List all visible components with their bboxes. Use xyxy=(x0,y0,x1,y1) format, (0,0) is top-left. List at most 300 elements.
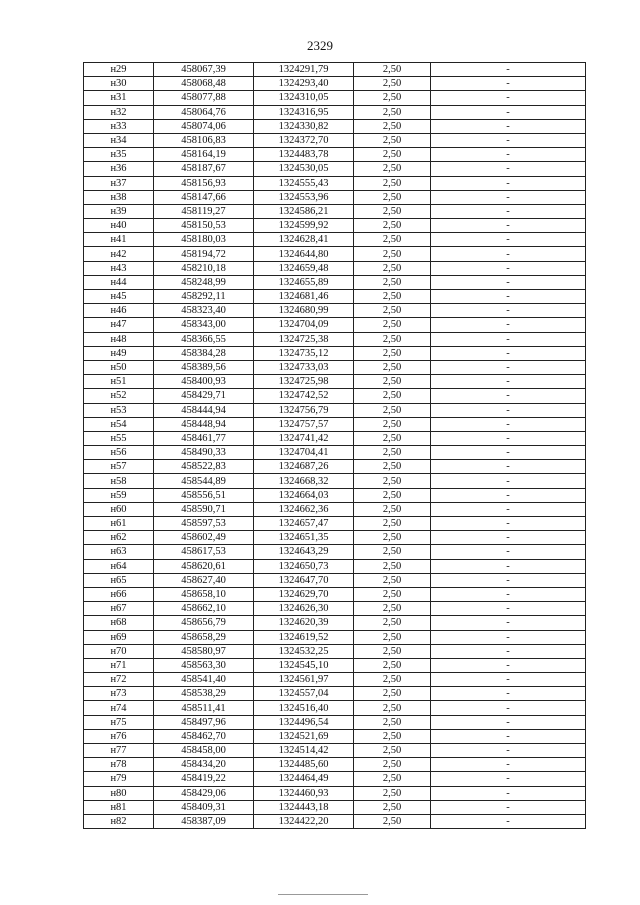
note-cell: - xyxy=(431,375,586,389)
point-id-cell: н58 xyxy=(84,474,154,488)
accuracy-cell: 2,50 xyxy=(354,630,431,644)
table-row xyxy=(84,318,586,332)
x-coordinate-cell: 458597,53 xyxy=(154,517,254,531)
note-cell: - xyxy=(431,261,586,275)
x-coordinate-cell: 458617,53 xyxy=(154,545,254,559)
x-coordinate-cell: 458119,27 xyxy=(154,204,254,218)
point-id-cell: н79 xyxy=(84,772,154,786)
table-row xyxy=(84,701,586,715)
x-coordinate-cell: 458106,83 xyxy=(154,133,254,147)
x-coordinate-cell: 458448,94 xyxy=(154,417,254,431)
y-coordinate-cell: 1324659,48 xyxy=(254,261,354,275)
point-id-cell: н81 xyxy=(84,800,154,814)
x-coordinate-cell: 458323,40 xyxy=(154,304,254,318)
note-cell: - xyxy=(431,559,586,573)
x-coordinate-cell: 458656,79 xyxy=(154,616,254,630)
x-coordinate-cell: 458409,31 xyxy=(154,800,254,814)
point-id-cell: н63 xyxy=(84,545,154,559)
x-coordinate-cell: 458462,70 xyxy=(154,729,254,743)
y-coordinate-cell: 1324485,60 xyxy=(254,758,354,772)
y-coordinate-cell: 1324460,93 xyxy=(254,786,354,800)
x-coordinate-cell: 458444,94 xyxy=(154,403,254,417)
table-row xyxy=(84,431,586,445)
accuracy-cell: 2,50 xyxy=(354,758,431,772)
x-coordinate-cell: 458366,55 xyxy=(154,332,254,346)
point-id-cell: н43 xyxy=(84,261,154,275)
accuracy-cell: 2,50 xyxy=(354,63,431,77)
accuracy-cell: 2,50 xyxy=(354,687,431,701)
table-row xyxy=(84,488,586,502)
accuracy-cell: 2,50 xyxy=(354,105,431,119)
x-coordinate-cell: 458461,77 xyxy=(154,431,254,445)
note-cell: - xyxy=(431,275,586,289)
table-row xyxy=(84,403,586,417)
table-row xyxy=(84,105,586,119)
accuracy-cell: 2,50 xyxy=(354,290,431,304)
x-coordinate-cell: 458292,11 xyxy=(154,290,254,304)
table-row xyxy=(84,758,586,772)
note-cell: - xyxy=(431,247,586,261)
table-row xyxy=(84,687,586,701)
point-id-cell: н45 xyxy=(84,290,154,304)
note-cell: - xyxy=(431,446,586,460)
x-coordinate-cell: 458400,93 xyxy=(154,375,254,389)
y-coordinate-cell: 1324644,80 xyxy=(254,247,354,261)
table-row xyxy=(84,162,586,176)
y-coordinate-cell: 1324514,42 xyxy=(254,744,354,758)
table-row xyxy=(84,715,586,729)
point-id-cell: н39 xyxy=(84,204,154,218)
x-coordinate-cell: 458544,89 xyxy=(154,474,254,488)
page-number: 2329 xyxy=(307,38,333,53)
point-id-cell: н70 xyxy=(84,644,154,658)
x-coordinate-cell: 458068,48 xyxy=(154,77,254,91)
table-row xyxy=(84,644,586,658)
point-id-cell: н80 xyxy=(84,786,154,800)
y-coordinate-cell: 1324651,35 xyxy=(254,531,354,545)
table-row xyxy=(84,375,586,389)
accuracy-cell: 2,50 xyxy=(354,77,431,91)
y-coordinate-cell: 1324741,42 xyxy=(254,431,354,445)
point-id-cell: н42 xyxy=(84,247,154,261)
table-row xyxy=(84,545,586,559)
note-cell: - xyxy=(431,701,586,715)
table-row xyxy=(84,176,586,190)
point-id-cell: н59 xyxy=(84,488,154,502)
x-coordinate-cell: 458384,28 xyxy=(154,346,254,360)
point-id-cell: н36 xyxy=(84,162,154,176)
accuracy-cell: 2,50 xyxy=(354,744,431,758)
point-id-cell: н31 xyxy=(84,91,154,105)
note-cell: - xyxy=(431,389,586,403)
coordinates-table-body xyxy=(84,63,586,829)
y-coordinate-cell: 1324310,05 xyxy=(254,91,354,105)
x-coordinate-cell: 458490,33 xyxy=(154,446,254,460)
y-coordinate-cell: 1324657,47 xyxy=(254,517,354,531)
accuracy-cell: 2,50 xyxy=(354,644,431,658)
y-coordinate-cell: 1324483,78 xyxy=(254,148,354,162)
table-row xyxy=(84,417,586,431)
table-row xyxy=(84,77,586,91)
y-coordinate-cell: 1324293,40 xyxy=(254,77,354,91)
point-id-cell: н82 xyxy=(84,814,154,828)
note-cell: - xyxy=(431,744,586,758)
x-coordinate-cell: 458429,06 xyxy=(154,786,254,800)
note-cell: - xyxy=(431,290,586,304)
table-row xyxy=(84,531,586,545)
accuracy-cell: 2,50 xyxy=(354,233,431,247)
y-coordinate-cell: 1324422,20 xyxy=(254,814,354,828)
table-row xyxy=(84,573,586,587)
accuracy-cell: 2,50 xyxy=(354,488,431,502)
accuracy-cell: 2,50 xyxy=(354,332,431,346)
point-id-cell: н32 xyxy=(84,105,154,119)
table-row xyxy=(84,729,586,743)
x-coordinate-cell: 458248,99 xyxy=(154,275,254,289)
accuracy-cell: 2,50 xyxy=(354,573,431,587)
point-id-cell: н29 xyxy=(84,63,154,77)
table-row xyxy=(84,658,586,672)
point-id-cell: н71 xyxy=(84,658,154,672)
accuracy-cell: 2,50 xyxy=(354,375,431,389)
accuracy-cell: 2,50 xyxy=(354,318,431,332)
point-id-cell: н76 xyxy=(84,729,154,743)
x-coordinate-cell: 458150,53 xyxy=(154,219,254,233)
y-coordinate-cell: 1324545,10 xyxy=(254,658,354,672)
note-cell: - xyxy=(431,715,586,729)
x-coordinate-cell: 458210,18 xyxy=(154,261,254,275)
point-id-cell: н34 xyxy=(84,133,154,147)
table-row xyxy=(84,502,586,516)
y-coordinate-cell: 1324316,95 xyxy=(254,105,354,119)
point-id-cell: н54 xyxy=(84,417,154,431)
table-row xyxy=(84,360,586,374)
table-row xyxy=(84,304,586,318)
note-cell: - xyxy=(431,233,586,247)
x-coordinate-cell: 458429,71 xyxy=(154,389,254,403)
point-id-cell: н55 xyxy=(84,431,154,445)
y-coordinate-cell: 1324629,70 xyxy=(254,587,354,601)
point-id-cell: н68 xyxy=(84,616,154,630)
table-row xyxy=(84,517,586,531)
point-id-cell: н48 xyxy=(84,332,154,346)
accuracy-cell: 2,50 xyxy=(354,162,431,176)
y-coordinate-cell: 1324586,21 xyxy=(254,204,354,218)
point-id-cell: н44 xyxy=(84,275,154,289)
note-cell: - xyxy=(431,431,586,445)
accuracy-cell: 2,50 xyxy=(354,673,431,687)
table-row xyxy=(84,602,586,616)
accuracy-cell: 2,50 xyxy=(354,701,431,715)
point-id-cell: н49 xyxy=(84,346,154,360)
y-coordinate-cell: 1324733,03 xyxy=(254,360,354,374)
accuracy-cell: 2,50 xyxy=(354,275,431,289)
point-id-cell: н65 xyxy=(84,573,154,587)
note-cell: - xyxy=(431,517,586,531)
y-coordinate-cell: 1324496,54 xyxy=(254,715,354,729)
note-cell: - xyxy=(431,105,586,119)
y-coordinate-cell: 1324620,39 xyxy=(254,616,354,630)
table-row xyxy=(84,587,586,601)
note-cell: - xyxy=(431,346,586,360)
point-id-cell: н46 xyxy=(84,304,154,318)
note-cell: - xyxy=(431,673,586,687)
x-coordinate-cell: 458627,40 xyxy=(154,573,254,587)
accuracy-cell: 2,50 xyxy=(354,474,431,488)
accuracy-cell: 2,50 xyxy=(354,119,431,133)
note-cell: - xyxy=(431,176,586,190)
accuracy-cell: 2,50 xyxy=(354,148,431,162)
table-row xyxy=(84,673,586,687)
y-coordinate-cell: 1324291,79 xyxy=(254,63,354,77)
y-coordinate-cell: 1324647,70 xyxy=(254,573,354,587)
accuracy-cell: 2,50 xyxy=(354,800,431,814)
table-row xyxy=(84,772,586,786)
note-cell: - xyxy=(431,630,586,644)
note-cell: - xyxy=(431,332,586,346)
point-id-cell: н74 xyxy=(84,701,154,715)
note-cell: - xyxy=(431,545,586,559)
accuracy-cell: 2,50 xyxy=(354,304,431,318)
y-coordinate-cell: 1324599,92 xyxy=(254,219,354,233)
note-cell: - xyxy=(431,119,586,133)
table-row xyxy=(84,204,586,218)
note-cell: - xyxy=(431,814,586,828)
y-coordinate-cell: 1324687,26 xyxy=(254,460,354,474)
accuracy-cell: 2,50 xyxy=(354,176,431,190)
accuracy-cell: 2,50 xyxy=(354,346,431,360)
note-cell: - xyxy=(431,63,586,77)
point-id-cell: н51 xyxy=(84,375,154,389)
note-cell: - xyxy=(431,204,586,218)
point-id-cell: н38 xyxy=(84,190,154,204)
y-coordinate-cell: 1324725,38 xyxy=(254,332,354,346)
note-cell: - xyxy=(431,77,586,91)
y-coordinate-cell: 1324619,52 xyxy=(254,630,354,644)
y-coordinate-cell: 1324704,41 xyxy=(254,446,354,460)
note-cell: - xyxy=(431,573,586,587)
x-coordinate-cell: 458180,03 xyxy=(154,233,254,247)
note-cell: - xyxy=(431,488,586,502)
y-coordinate-cell: 1324680,99 xyxy=(254,304,354,318)
bottom-rule xyxy=(278,894,368,895)
x-coordinate-cell: 458074,06 xyxy=(154,119,254,133)
note-cell: - xyxy=(431,502,586,516)
x-coordinate-cell: 458658,10 xyxy=(154,587,254,601)
accuracy-cell: 2,50 xyxy=(354,190,431,204)
table-row xyxy=(84,460,586,474)
table-row xyxy=(84,119,586,133)
y-coordinate-cell: 1324330,82 xyxy=(254,119,354,133)
note-cell: - xyxy=(431,190,586,204)
y-coordinate-cell: 1324530,05 xyxy=(254,162,354,176)
point-id-cell: н57 xyxy=(84,460,154,474)
x-coordinate-cell: 458164,19 xyxy=(154,148,254,162)
y-coordinate-cell: 1324521,69 xyxy=(254,729,354,743)
y-coordinate-cell: 1324628,41 xyxy=(254,233,354,247)
point-id-cell: н60 xyxy=(84,502,154,516)
accuracy-cell: 2,50 xyxy=(354,531,431,545)
point-id-cell: н78 xyxy=(84,758,154,772)
point-id-cell: н35 xyxy=(84,148,154,162)
table-row xyxy=(84,63,586,77)
accuracy-cell: 2,50 xyxy=(354,502,431,516)
x-coordinate-cell: 458343,00 xyxy=(154,318,254,332)
x-coordinate-cell: 458194,72 xyxy=(154,247,254,261)
x-coordinate-cell: 458511,41 xyxy=(154,701,254,715)
point-id-cell: н61 xyxy=(84,517,154,531)
y-coordinate-cell: 1324662,36 xyxy=(254,502,354,516)
accuracy-cell: 2,50 xyxy=(354,417,431,431)
table-row xyxy=(84,474,586,488)
y-coordinate-cell: 1324557,04 xyxy=(254,687,354,701)
x-coordinate-cell: 458156,93 xyxy=(154,176,254,190)
x-coordinate-cell: 458187,67 xyxy=(154,162,254,176)
x-coordinate-cell: 458077,88 xyxy=(154,91,254,105)
table-row xyxy=(84,616,586,630)
accuracy-cell: 2,50 xyxy=(354,460,431,474)
note-cell: - xyxy=(431,758,586,772)
accuracy-cell: 2,50 xyxy=(354,616,431,630)
point-id-cell: н30 xyxy=(84,77,154,91)
note-cell: - xyxy=(431,148,586,162)
accuracy-cell: 2,50 xyxy=(354,389,431,403)
x-coordinate-cell: 458602,49 xyxy=(154,531,254,545)
note-cell: - xyxy=(431,658,586,672)
note-cell: - xyxy=(431,616,586,630)
point-id-cell: н47 xyxy=(84,318,154,332)
table-row xyxy=(84,786,586,800)
table-row xyxy=(84,559,586,573)
point-id-cell: н66 xyxy=(84,587,154,601)
y-coordinate-cell: 1324668,32 xyxy=(254,474,354,488)
y-coordinate-cell: 1324561,97 xyxy=(254,673,354,687)
coordinates-table xyxy=(83,62,586,829)
point-id-cell: н62 xyxy=(84,531,154,545)
table-row xyxy=(84,800,586,814)
note-cell: - xyxy=(431,304,586,318)
point-id-cell: н67 xyxy=(84,602,154,616)
note-cell: - xyxy=(431,318,586,332)
accuracy-cell: 2,50 xyxy=(354,729,431,743)
x-coordinate-cell: 458387,09 xyxy=(154,814,254,828)
table-row xyxy=(84,814,586,828)
accuracy-cell: 2,50 xyxy=(354,814,431,828)
y-coordinate-cell: 1324553,96 xyxy=(254,190,354,204)
x-coordinate-cell: 458522,83 xyxy=(154,460,254,474)
note-cell: - xyxy=(431,786,586,800)
note-cell: - xyxy=(431,417,586,431)
accuracy-cell: 2,50 xyxy=(354,247,431,261)
point-id-cell: н69 xyxy=(84,630,154,644)
point-id-cell: н33 xyxy=(84,119,154,133)
y-coordinate-cell: 1324516,40 xyxy=(254,701,354,715)
accuracy-cell: 2,50 xyxy=(354,261,431,275)
note-cell: - xyxy=(431,219,586,233)
note-cell: - xyxy=(431,644,586,658)
y-coordinate-cell: 1324756,79 xyxy=(254,403,354,417)
x-coordinate-cell: 458458,00 xyxy=(154,744,254,758)
x-coordinate-cell: 458556,51 xyxy=(154,488,254,502)
table-row xyxy=(84,275,586,289)
y-coordinate-cell: 1324626,30 xyxy=(254,602,354,616)
x-coordinate-cell: 458497,96 xyxy=(154,715,254,729)
y-coordinate-cell: 1324725,98 xyxy=(254,375,354,389)
y-coordinate-cell: 1324704,09 xyxy=(254,318,354,332)
accuracy-cell: 2,50 xyxy=(354,431,431,445)
note-cell: - xyxy=(431,587,586,601)
x-coordinate-cell: 458538,29 xyxy=(154,687,254,701)
point-id-cell: н56 xyxy=(84,446,154,460)
y-coordinate-cell: 1324735,12 xyxy=(254,346,354,360)
x-coordinate-cell: 458147,66 xyxy=(154,190,254,204)
accuracy-cell: 2,50 xyxy=(354,403,431,417)
x-coordinate-cell: 458662,10 xyxy=(154,602,254,616)
point-id-cell: н40 xyxy=(84,219,154,233)
point-id-cell: н53 xyxy=(84,403,154,417)
x-coordinate-cell: 458658,29 xyxy=(154,630,254,644)
note-cell: - xyxy=(431,360,586,374)
x-coordinate-cell: 458541,40 xyxy=(154,673,254,687)
y-coordinate-cell: 1324742,52 xyxy=(254,389,354,403)
accuracy-cell: 2,50 xyxy=(354,133,431,147)
accuracy-cell: 2,50 xyxy=(354,786,431,800)
accuracy-cell: 2,50 xyxy=(354,360,431,374)
y-coordinate-cell: 1324655,89 xyxy=(254,275,354,289)
accuracy-cell: 2,50 xyxy=(354,219,431,233)
y-coordinate-cell: 1324681,46 xyxy=(254,290,354,304)
note-cell: - xyxy=(431,460,586,474)
y-coordinate-cell: 1324664,03 xyxy=(254,488,354,502)
table-row xyxy=(84,133,586,147)
accuracy-cell: 2,50 xyxy=(354,715,431,729)
note-cell: - xyxy=(431,772,586,786)
x-coordinate-cell: 458064,76 xyxy=(154,105,254,119)
accuracy-cell: 2,50 xyxy=(354,658,431,672)
accuracy-cell: 2,50 xyxy=(354,772,431,786)
x-coordinate-cell: 458389,56 xyxy=(154,360,254,374)
table-row xyxy=(84,148,586,162)
table-row xyxy=(84,219,586,233)
accuracy-cell: 2,50 xyxy=(354,602,431,616)
y-coordinate-cell: 1324555,43 xyxy=(254,176,354,190)
note-cell: - xyxy=(431,531,586,545)
table-row xyxy=(84,290,586,304)
y-coordinate-cell: 1324443,18 xyxy=(254,800,354,814)
x-coordinate-cell: 458563,30 xyxy=(154,658,254,672)
accuracy-cell: 2,50 xyxy=(354,204,431,218)
table-row xyxy=(84,744,586,758)
note-cell: - xyxy=(431,133,586,147)
table-row xyxy=(84,446,586,460)
table-row xyxy=(84,91,586,105)
table-row xyxy=(84,346,586,360)
point-id-cell: н77 xyxy=(84,744,154,758)
x-coordinate-cell: 458580,97 xyxy=(154,644,254,658)
accuracy-cell: 2,50 xyxy=(354,587,431,601)
point-id-cell: н41 xyxy=(84,233,154,247)
table-row xyxy=(84,261,586,275)
y-coordinate-cell: 1324464,49 xyxy=(254,772,354,786)
point-id-cell: н50 xyxy=(84,360,154,374)
table-row xyxy=(84,190,586,204)
accuracy-cell: 2,50 xyxy=(354,446,431,460)
note-cell: - xyxy=(431,474,586,488)
note-cell: - xyxy=(431,800,586,814)
y-coordinate-cell: 1324372,70 xyxy=(254,133,354,147)
note-cell: - xyxy=(431,403,586,417)
x-coordinate-cell: 458419,22 xyxy=(154,772,254,786)
